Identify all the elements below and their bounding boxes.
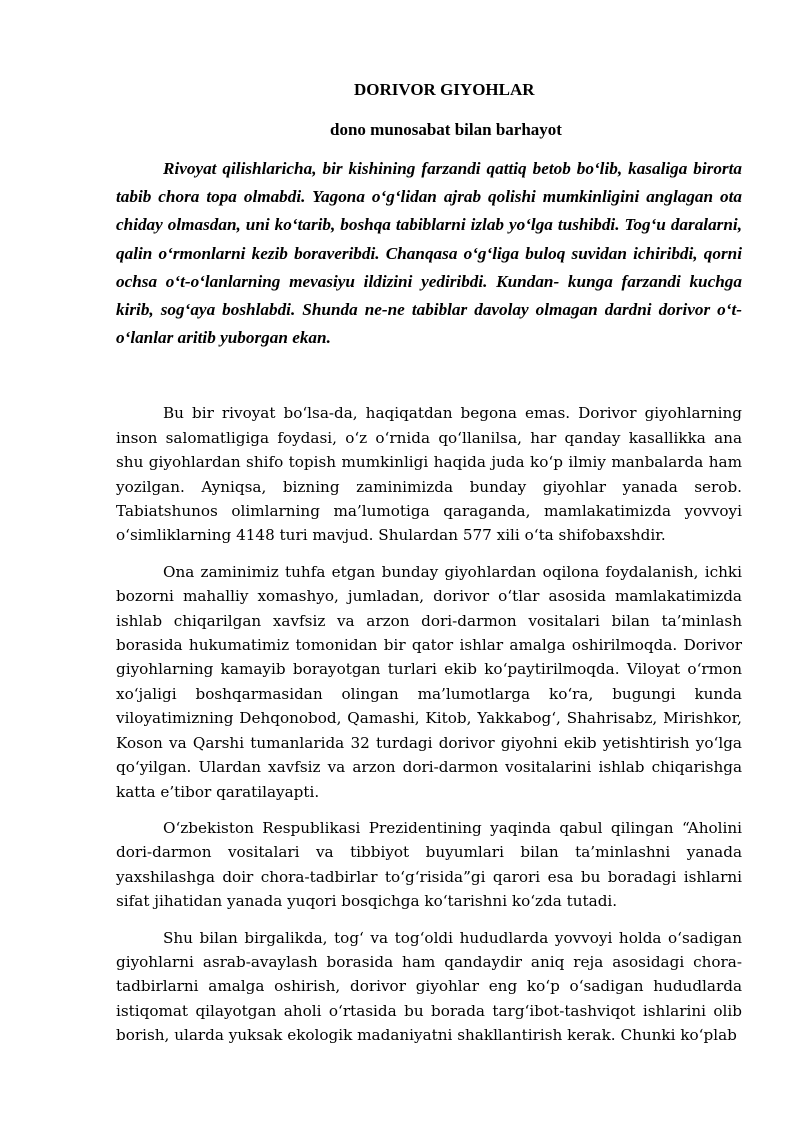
- lead-paragraph: Rivoyat qilishlaricha, bir kishining farzandi qattiq betob bo‘lib, kasaliga birorta tabib chora topa olmabdi. Yagona o‘g‘lidan ajrab qolishi mumkinligini anglagan ota chiday olmasdan, uni ko‘tarib, boshqa tabiblarni izlab yo‘lga tushibdi. Tog‘u daralarni, qalin o‘rmonlarni kezib boraveribdi. Chanqasa o‘g‘liga buloq suvidan ichiribdi, qorni ochsa o‘t-o‘lanlarning mevasiyu ildizini yediribdi. Kundan- kunga farzandi kuchga kirib, sog‘aya boshlabdi. Shunda ne-ne tabiblar davolay olmagan dardni dorivor o‘t-o‘lanlar aritib yuborgan ekan.: [116, 159, 742, 348]
- paragraph-1: Bu bir rivoyat bo‘lsa-da, haqiqatdan begona emas. Dorivor giyohlarning inson salomatligiga foydasi, o‘z o‘rnida qo‘llanilsa, har qanday kasallikka ana shu giyohlardan shifo topish mumkinligi haqida juda ko‘p ilmiy manbalarda ham yozilgan. Ayniqsa, bizning zaminimizda bunday giyohlar yanada serob. Tabiatshunos olimlarning ma’lumotiga qaraganda, mamlakatimizda yovvoyi o‘simliklarning 4148 turi mavjud. Shulardan 577 xili o‘ta shifobaxshdir.: [116, 404, 742, 545]
- paragraph-4: Shu bilan birgalikda, tog‘ va tog‘oldi hududlarda yovvoyi holda o‘sadigan giyohlarni asrab-avaylash borasida ham qandaydir aniq reja asosidagi chora-tadbirlarni amalga oshirish, dorivor giyohlar eng ko‘p o‘sadigan hududlarda istiqomat qilayotgan aholi o‘rtasida bu borada targ‘ibot-tashviqot ishlarini olib borish, ularda yuksak ekologik madaniyatni shakllantirish kerak. Chunki ko‘plab: [116, 928, 742, 1045]
- document-body: [116, 78, 742, 1060]
- paragraph-3: O‘zbekiston Respublikasi Prezidentining yaqinda qabul qilingan “Aholini dori-darmon vositalari va tibbiyot buyumlari bilan ta’minlashni yanada yaxshilashga doir chora-tadbirlar to‘g‘risida”gi qarori esa bu boradagi ishlarni sifat jihatidan yanada yuqori bosqichga ko‘tarishni ko‘zda tutadi.: [116, 818, 742, 911]
- paragraph-2: Ona zaminimiz tuhfa etgan bunday giyohlardan oqilona foydalanish, ichki bozorni mahalliy xomashyo, jumladan, dorivor o‘tlar asosida mamlakatimizda ishlab chiqarilgan xavfsiz va arzon dori-darmon vositalari bilan ta’minlash borasida hukumatimiz tomonidan bir qator ishlar amalga oshirilmoqda. Dorivor giyohlarning kamayib borayotgan turlari ekib ko‘paytirilmoqda. Viloyat o‘rmon xo‘jaligi boshqarmasidan olingan ma’lumotlarga ko‘ra, bugungi kunda viloyatimizning Dehqonobod, Qamashi, Kitob, Yakkabog‘, Shahrisabz, Mirishkor, Koson va Qarshi tumanlarida 32 turdagi dorivor giyohni ekib yetishtirish yo‘lga qo‘yilgan. Ulardan xavfsiz va arzon dori-darmon vositalarini ishlab chiqarishga katta e’tibor qaratilayapti.: [116, 562, 742, 801]
- document-title: DORIVOR GIYOHLAR: [354, 80, 535, 99]
- article-text: [116, 401, 742, 1047]
- document-subtitle: dono munosabat bilan barhayot: [330, 120, 562, 139]
